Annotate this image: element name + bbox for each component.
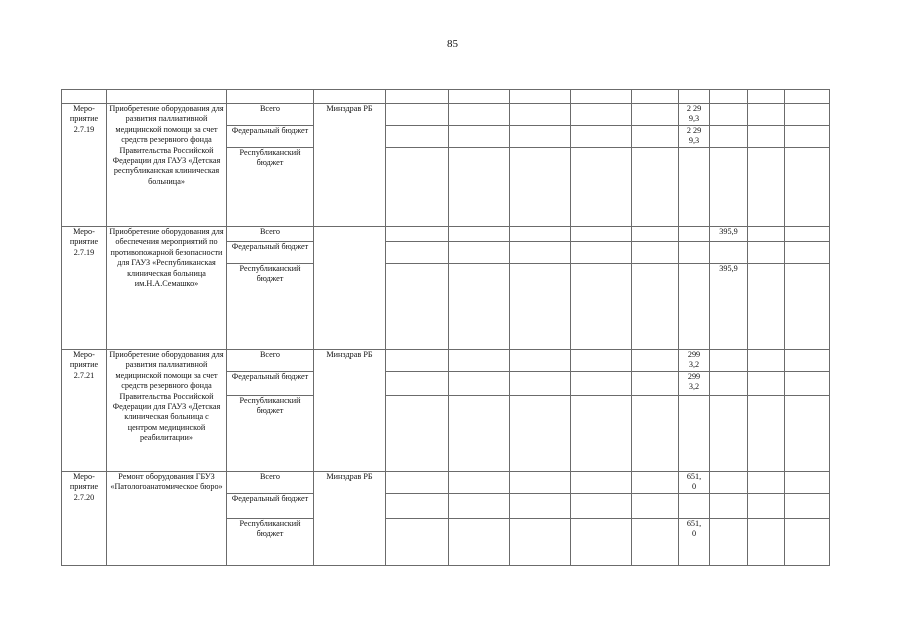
- value-cell: [710, 242, 748, 264]
- empty-cell: [785, 518, 830, 565]
- value-cell: [710, 350, 748, 372]
- empty-cell: [785, 371, 830, 395]
- funding-source: Республиканский бюджет: [227, 395, 314, 471]
- empty-cell: [386, 148, 449, 227]
- empty-cell: [748, 104, 785, 126]
- empty-cell: [785, 264, 830, 350]
- empty-cell: [632, 227, 679, 242]
- empty-cell: [748, 350, 785, 372]
- empty-cell: [632, 493, 679, 518]
- value-cell: [710, 104, 748, 126]
- empty-cell: [748, 242, 785, 264]
- empty-cell: [449, 395, 510, 471]
- empty-cell: [571, 148, 632, 227]
- table-row: [62, 350, 830, 372]
- empty-cell: [449, 242, 510, 264]
- value-cell: [710, 518, 748, 565]
- empty-cell: [449, 350, 510, 372]
- empty-cell: [748, 227, 785, 242]
- empty-cell: [386, 227, 449, 242]
- executor: Минздрав РБ: [314, 104, 386, 227]
- empty-cell: [386, 264, 449, 350]
- empty-cell: [386, 371, 449, 395]
- empty-cell: [510, 493, 571, 518]
- funding-source: Федеральный бюджет: [227, 493, 314, 518]
- funding-source: Республиканский бюджет: [227, 264, 314, 350]
- empty-cell: [632, 350, 679, 372]
- value-cell: [710, 371, 748, 395]
- empty-cell: [510, 371, 571, 395]
- empty-cell: [785, 395, 830, 471]
- empty-cell: [632, 518, 679, 565]
- empty-cell: [386, 395, 449, 471]
- value-cell: 299 3,2: [679, 371, 710, 395]
- empty-cell: [571, 104, 632, 126]
- empty-cell: [785, 471, 830, 493]
- value-cell: 651, 0: [679, 471, 710, 493]
- funding-source: Всего: [227, 350, 314, 372]
- empty-cell: [785, 242, 830, 264]
- value-cell: [710, 493, 748, 518]
- empty-cell: [785, 104, 830, 126]
- value-cell: 395,9: [710, 227, 748, 242]
- value-cell: [710, 471, 748, 493]
- empty-cell: [632, 371, 679, 395]
- empty-cell: [510, 148, 571, 227]
- funding-source: Всего: [227, 471, 314, 493]
- measure-number: Меро- приятие 2.7.21: [62, 350, 107, 472]
- value-cell: 395,9: [710, 264, 748, 350]
- empty-cell: [571, 518, 632, 565]
- value-cell: 2 29 9,3: [679, 126, 710, 148]
- measure-number: Меро- приятие 2.7.19: [62, 227, 107, 350]
- empty-cell: [386, 471, 449, 493]
- empty-cell: [785, 126, 830, 148]
- empty-cell: [785, 350, 830, 372]
- empty-cell: [632, 242, 679, 264]
- empty-cell: [632, 395, 679, 471]
- value-cell: [679, 493, 710, 518]
- empty-cell: [449, 264, 510, 350]
- executor: Минздрав РБ: [314, 471, 386, 565]
- value-cell: [679, 242, 710, 264]
- empty-cell: [510, 471, 571, 493]
- empty-cell: [748, 264, 785, 350]
- empty-cell: [571, 264, 632, 350]
- table-row: [62, 227, 830, 242]
- empty-cell: [571, 493, 632, 518]
- empty-cell: [571, 471, 632, 493]
- table-row: [62, 104, 830, 126]
- empty-cell: [386, 104, 449, 126]
- empty-cell: [449, 126, 510, 148]
- empty-cell: [510, 264, 571, 350]
- measure-name: Приобретение оборудования для развития паллиативной медицинской помощи за счет средств резервного фонда Правительства Российской Федерации для ГАУЗ «Детская республиканская клиническая больница»: [107, 104, 227, 227]
- value-cell: [679, 227, 710, 242]
- value-cell: 2 29 9,3: [679, 104, 710, 126]
- empty-cell: [386, 350, 449, 372]
- empty-cell: [571, 242, 632, 264]
- empty-cell: [449, 371, 510, 395]
- empty-cell: [386, 493, 449, 518]
- empty-cell: [632, 264, 679, 350]
- empty-cell: [386, 242, 449, 264]
- empty-cell: [632, 126, 679, 148]
- page-number: 85: [447, 38, 458, 50]
- empty-cell: [785, 148, 830, 227]
- measure-name: Приобретение оборудования для обеспечения мероприятий по противопожарной безопасности для ГАУЗ «Республиканская клиническая больница им.Н.А.Семашко»: [107, 227, 227, 350]
- empty-cell: [449, 471, 510, 493]
- empty-cell: [748, 371, 785, 395]
- empty-cell: [449, 227, 510, 242]
- empty-cell: [386, 518, 449, 565]
- funding-source: Всего: [227, 104, 314, 126]
- empty-cell: [571, 227, 632, 242]
- table-row: [62, 471, 830, 493]
- empty-cell: [748, 148, 785, 227]
- value-cell: [679, 148, 710, 227]
- empty-cell: [571, 126, 632, 148]
- empty-cell: [571, 395, 632, 471]
- measure-name: Ремонт оборудования ГБУЗ «Патологоанатомическое бюро»: [107, 471, 227, 565]
- empty-cell: [571, 350, 632, 372]
- empty-cell: [510, 518, 571, 565]
- empty-cell: [510, 126, 571, 148]
- empty-cell: [748, 395, 785, 471]
- empty-cell: [510, 242, 571, 264]
- measure-number: Меро- приятие 2.7.20: [62, 471, 107, 565]
- empty-cell: [510, 395, 571, 471]
- empty-cell: [510, 227, 571, 242]
- empty-cell: [748, 493, 785, 518]
- value-cell: 651, 0: [679, 518, 710, 565]
- executor: [314, 227, 386, 350]
- empty-cell: [386, 126, 449, 148]
- measure-name: Приобретение оборудования для развития паллиативной медицинской помощи за счет средств резервного фонда Правительства Российской Федерации для ГАУЗ «Детская клиническая больница с центром медицинской реабилитации»: [107, 350, 227, 472]
- executor: Минздрав РБ: [314, 350, 386, 472]
- empty-cell: [785, 227, 830, 242]
- empty-cell: [785, 493, 830, 518]
- empty-cell: [571, 371, 632, 395]
- empty-cell: [449, 104, 510, 126]
- value-cell: [679, 264, 710, 350]
- funding-source: Федеральный бюджет: [227, 126, 314, 148]
- empty-cell: [748, 471, 785, 493]
- measure-number: Меро- приятие 2.7.19: [62, 104, 107, 227]
- empty-cell: [449, 518, 510, 565]
- funding-source: Федеральный бюджет: [227, 371, 314, 395]
- funding-source: Республиканский бюджет: [227, 518, 314, 565]
- header-row: [62, 90, 830, 104]
- funding-source: Всего: [227, 227, 314, 242]
- empty-cell: [632, 104, 679, 126]
- value-cell: 299 3,2: [679, 350, 710, 372]
- empty-cell: [632, 148, 679, 227]
- funding-source: Федеральный бюджет: [227, 242, 314, 264]
- empty-cell: [748, 126, 785, 148]
- value-cell: [679, 395, 710, 471]
- value-cell: [710, 395, 748, 471]
- empty-cell: [510, 350, 571, 372]
- value-cell: [710, 126, 748, 148]
- empty-cell: [748, 518, 785, 565]
- empty-cell: [449, 493, 510, 518]
- empty-cell: [449, 148, 510, 227]
- funding-source: Республиканский бюджет: [227, 148, 314, 227]
- value-cell: [710, 148, 748, 227]
- budget-table: [61, 89, 830, 566]
- empty-cell: [632, 471, 679, 493]
- empty-cell: [510, 104, 571, 126]
